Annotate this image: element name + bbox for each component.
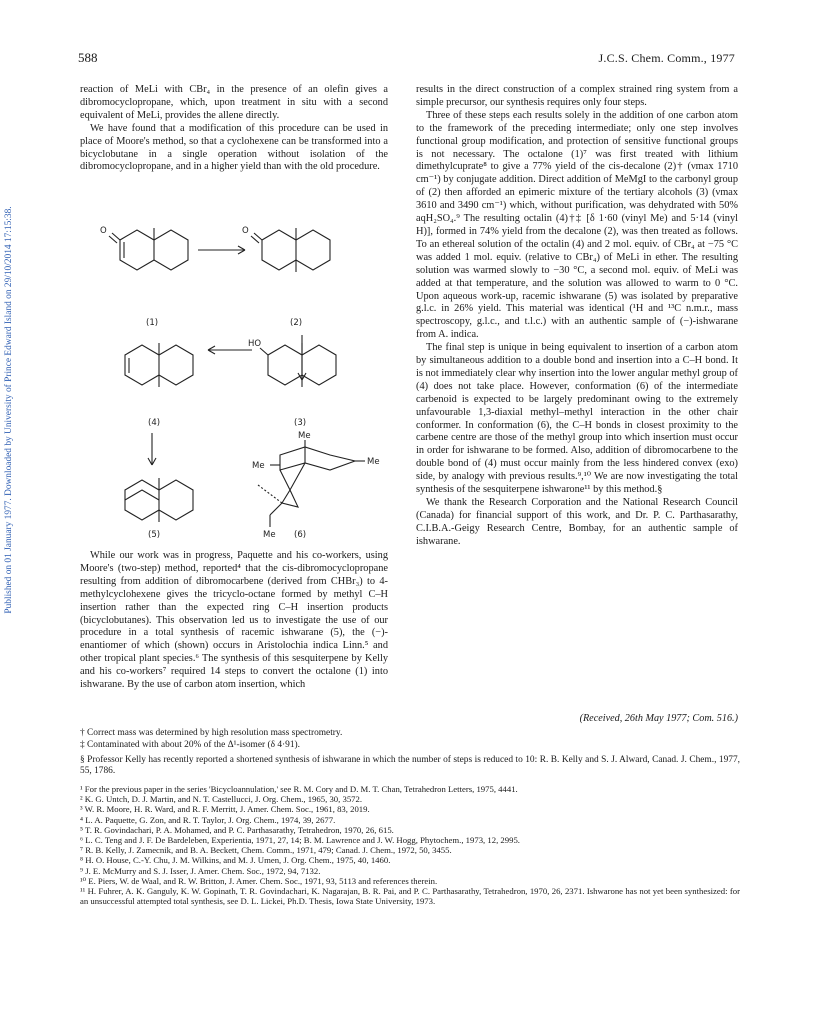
reference-item: ⁴ L. A. Paquette, G. Zon, and R. T. Taylor, J. Org. Chem., 1974, 39, 2677. <box>80 814 336 825</box>
compound-4-structure <box>125 343 193 387</box>
compound-label-3: (3) <box>294 418 307 428</box>
download-watermark <box>0 150 18 670</box>
left-column-top <box>80 84 388 174</box>
paragraph: We thank the Research Corporation and the National Research Council (Canada) for financial support of this work, and Dr. P. C. Parthasarathy, C.I.B.A.-Geigy Research Centre, Bombay, for an authentic sample of ishwarane. <box>416 497 738 547</box>
reference-item: ³ W. R. Moore, H. R. Ward, and R. F. Merritt, J. Amer. Chem. Soc., 1961, 83, 2019. <box>80 804 370 815</box>
right-column <box>416 84 738 549</box>
compound-6-structure <box>252 431 380 540</box>
arrow-3-to-4 <box>208 346 252 354</box>
compound-2-structure <box>242 226 330 272</box>
left-column-bottom <box>80 550 388 692</box>
reference-item: ¹ For the previous paper in the series 'Bicycloannulation,' see R. M. Cory and D. M. T. Chan, Tetrahedron Letters, 1975, 4441. <box>80 784 518 794</box>
footnote: ‡ Contaminated with about 20% of the Δ¹-isomer (δ 4·91). <box>80 740 300 750</box>
arrow-1-to-2 <box>198 246 245 254</box>
reference-list <box>80 784 740 906</box>
reference-item: ⁸ H. O. House, C.-Y. Chu, J. M. Wilkins, and M. J. Umen, J. Org. Chem., 1975, 40, 1460. <box>80 855 391 866</box>
footnote: † Correct mass was determined by high resolution mass spectrometry. <box>80 728 343 738</box>
reference-item: ¹¹ H. Fuhrer, A. K. Ganguly, K. W. Gopinath, T. R. Govindachari, K. Nagarajan, B. R. Pai, and P. C. Parthasarathy, Tetrahedron, 1970, 26, 2371. Ishwarone has not yet been synthesized: for an unsuccessful attempted total synthesis, see D. L. Lickei, Ph.D. Thesis, Iowa State University, 1973. <box>80 886 740 907</box>
hydroxyl-group: HO <box>248 339 262 349</box>
compound-label-4: (4) <box>148 418 161 428</box>
reference-item: ⁵ T. R. Govindachari, P. A. Mohamed, and P. C. Parthasarathy, Tetrahedron, 1970, 26, 615. <box>80 824 394 835</box>
reference-item: ² K. G. Untch, D. J. Martin, and N. T. Castellucci, J. Org. Chem., 1965, 30, 3572. <box>80 794 363 805</box>
paragraph: We have found that a modification of this procedure can be used in place of Moore's method, so that a cyclohexene can be transformed into a bicyclobutane in a single operation without isolation of the dibromocyclopropane, and in a higher yield than with the old procedure. <box>80 122 388 173</box>
compound-1-structure <box>100 226 188 270</box>
compound-label-5: (5) <box>148 530 161 540</box>
reference-item: ⁹ J. E. McMurry and S. J. Isser, J. Amer. Chem. Soc., 1972, 94, 7132. <box>80 865 321 876</box>
methyl-left: Me <box>252 461 265 471</box>
methyl-top: Me <box>298 431 311 441</box>
compound-3-structure <box>248 339 336 387</box>
received-line: (Received, 26th May 1977; Com. 516.) <box>579 713 738 724</box>
oxygen-atom-1: O <box>100 226 107 236</box>
reaction-scheme <box>80 215 390 545</box>
paragraph: Three of these steps each results solely in the addition of one carbon atom to the framework of the preceding intermediate; only one step involves functional group modification, and protection of sensitive functional groups is not necessary. The octalone (1)⁷ was first treated with lithium dimethylcuprate⁸ to give a 77% yield of the cis-decalone (2)† (νmax 1710 cm⁻¹) by conjugate addition. Direct addition of MeMgI to the carbonyl group of (2) then afforded an epimeric mixture of the tertiary alcohols (3) (νmax 3610 and 3490 cm⁻¹) which, without purification, was dehydrated with 50% aqH₂SO₄.⁹ The resulting octalin (4)†‡ [δ 1·60 (vinyl Me) and 5·14 (vinyl H)], formed in 74% yield from the decalone (2), was then treated as follows. To an ethereal solution of the octalin (4) and 2 mol. equiv. of CBr₄ at −75 °C was added 1 mol. equiv. (relative to CBr₄) of MeLi in ether. The resulting solution was warmed slowly to −30 °C, a second mol. equiv. of MeLi was added at that temperature, and the solution was allowed to warm to 0 °C. Upon aqueous work-up, racemic ishwarane (5) was isolated by preparative g.l.c. in 26% yield. This material was identical (¹H and ¹³C n.m.r., mass spectroscopy, g.l.c., and t.l.c.) with an authentic sample of (−)-ishwarane from A. indica. <box>416 109 738 341</box>
download-watermark-text: Published on 01 January 1977. Downloaded by University of Prince Edward Island on 29/10/2014 17:15:38. <box>4 206 14 614</box>
paragraph: results in the direct construction of a complex strained ring system from a simple precursor, our synthesis requires only four steps. <box>416 84 738 108</box>
compound-label-6: (6) <box>294 530 307 540</box>
compound-label-2: (2) <box>290 318 303 328</box>
oxygen-atom-2: O <box>242 226 249 236</box>
reference-item: ¹⁰ E. Piers, W. de Waal, and R. W. Britton, J. Amer. Chem. Soc., 1971, 93, 5113 and references therein. <box>80 875 438 886</box>
methyl-bottom: Me <box>263 530 276 540</box>
reference-item: ⁷ R. B. Kelly, J. Zamecnik, and B. A. Beckett, Chem. Comm., 1971, 479; Canad. J. Chem., 1972, 50, 3455. <box>80 845 452 856</box>
methyl-right: Me <box>367 457 380 467</box>
paragraph: The final step is unique in being equivalent to insertion of a carbon atom by simultaneous addition to a double bond and insertion into a C–H bond. It is not immediately clear why insertion into the lower angular methyl group of (4) does not take place. However, conformation (6) of the intermediate carbenoid is expected to be largely predominant owing to the extremely unfavourable 1,3-diaxial methyl–methyl interaction in the other chair conformer. In conformation (6), the C–H bonds in closest proximity to the carbene centre are those of the methyl group into which insertion must occur in order for ishwarane to be formed. Also, addition of dibromocarbene to the double bond of (4) must occur mainly from the less hindered convex (exo) side, by analogy with previous results.⁹,¹⁰ We are now investigating the total synthesis of the sesquiterpene ishwarone¹¹ by this method.§ <box>416 342 738 496</box>
paragraph: While our work was in progress, Paquette and his co-workers, using Moore's (two-step) method, reported⁴ that the cis-dibromocyclopropane resulting from addition of dibromocarbene (derived from CHBr₃) to 4-methylcyclohexene gives the tricyclo-octane formed by methyl C–H insertion rather than the expected ring C–H insertion products (bicyclobutanes). This observation led us to investigate the use of our procedure in a total synthesis of racemic ishwarane (5), the (−)-enantiomer of which (shown) occurs in Aristolochia indica Linn.⁵ and other tropical plant species.⁶ The synthesis of this sesquiterpene by Kelly and his co-workers⁷ required 14 steps to convert the octalone (1) into ishwarane. By the use of carbon atom insertion, which <box>80 550 388 691</box>
footnote: § Professor Kelly has recently reported a shortened synthesis of ishwarane in which the number of steps is reduced to 10: R. B. Kelly and S. J. Alward, Canad. J. Chem., 1977, 55, 1786. <box>80 755 740 777</box>
compound-label-1: (1) <box>146 318 159 328</box>
arrow-4-to-5 <box>148 433 156 465</box>
paragraph: reaction of MeLi with CBr₄ in the presence of an olefin gives a dibromocyclopropane, which, upon treatment in situ with a second equivalent of MeLi, provides the allene directly. <box>80 84 388 121</box>
reference-item: ⁶ L. C. Teng and J. F. De Bardeleben, Experientia, 1971, 27, 14; B. M. Lawrence and J. W. Hogg, Phytochem., 1973, 12, 2995. <box>80 835 520 846</box>
journal-header: J.C.S. Chem. Comm., 1977 <box>598 51 735 65</box>
compound-5-structure <box>125 478 193 522</box>
page-number: 588 <box>78 50 98 65</box>
